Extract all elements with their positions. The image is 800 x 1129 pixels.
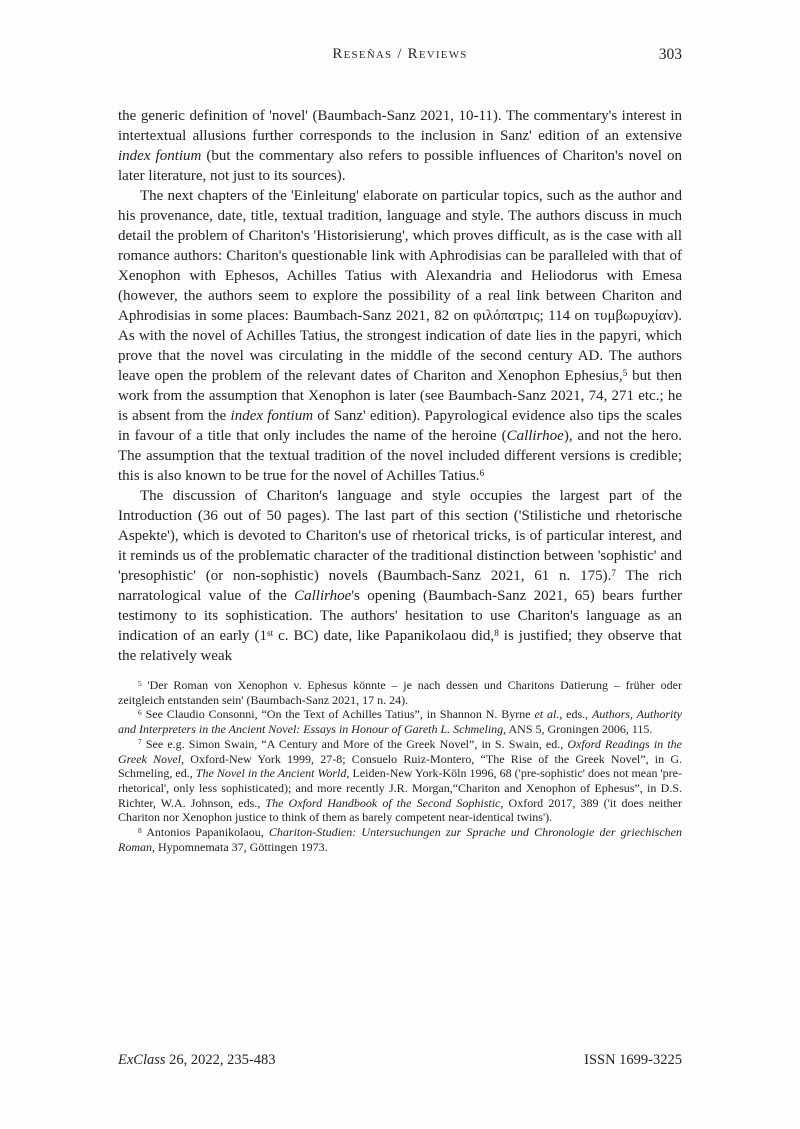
italic-text: Authors, Authority and Interpreters in the Ancient Novel: Essays in Honour of Gareth L. Schmeling xyxy=(118,707,682,737)
running-head xyxy=(118,46,682,66)
text-run: The discussion of Chariton's language and style occupies the largest part of the Introduction (36 out of 50 pages). The last part of this section ('Stilistiche und rhetorische Aspekte'), which is devoted to Chariton's use of rhetorical tricks, is of particular interest, and it reminds us of the problematic character of the traditional distinction between 'sophistic' and 'presophistic' (or non-sophistic) novels (Baumbach-Sanz 2021, 61 n. 175). xyxy=(118,488,682,584)
footnote-marker: 5 xyxy=(622,368,628,379)
italic-text: ExClass xyxy=(118,1052,166,1068)
text-run: The rich narratological value of the xyxy=(118,568,682,604)
body-paragraph-3 xyxy=(118,486,682,666)
italic-text: index fontium xyxy=(230,408,314,424)
body-paragraph-1 xyxy=(118,106,682,186)
italic-text: Callirhoe xyxy=(294,588,352,604)
footnote-marker: 6 xyxy=(138,708,142,718)
italic-text: et al. xyxy=(534,707,560,722)
text-run: 26, 2022, 235-483 xyxy=(165,1052,276,1068)
text-run: ), and not the hero. The assumption that the textual tradition of the novel included different versions is credible; this is also known to be true for the novel of Achilles Tatius. xyxy=(118,428,682,484)
footnote-marker: 8 xyxy=(138,825,142,835)
page-number: 303 xyxy=(658,46,682,63)
running-head-title: Reseñas / Reviews xyxy=(332,46,468,62)
text-run: See e.g. Simon Swain, “A Century and More of the Greek Novel”, in S. Swain, ed., xyxy=(141,736,568,751)
text-run: Antonios Papanikolaou, xyxy=(141,825,269,840)
footnote-marker: 6 xyxy=(479,468,485,479)
footnote-marker: 7 xyxy=(138,737,142,747)
text-run: , ANS 5, Groningen 2006, 115. xyxy=(503,722,653,737)
text-run: but then work from the assumption that Xenophon is later (see Baumbach-Sanz 2021, 74, 271 etc.; he is absent from the xyxy=(118,368,682,424)
text-run: is justified; they observe that the relatively weak xyxy=(118,628,682,664)
text-run: , Oxford 2017, 389 ('it does neither Chariton nor Xenophon justice to think of them as barely competent near-identical twins'). xyxy=(118,795,682,825)
text-run: , Oxford-New York 1999, 27-8; Consuelo Ruiz-Montero, “The Rise of the Greek Novel”, in G. Schmeling, ed., xyxy=(118,751,683,781)
issn-label: ISSN 1699-3225 xyxy=(584,1052,682,1068)
italic-text: index fontium xyxy=(118,148,202,164)
text-run: 's opening (Baumbach-Sanz 2021, 65) bears further testimony to its sophistication. The authors' hesitation to use Chariton's language as an indication of an early (1 xyxy=(118,588,682,644)
review-body xyxy=(118,106,682,666)
italic-text: The Oxford Handbook of the Second Sophistic xyxy=(265,795,501,810)
text-run: 'Der Roman von Xenophon v. Ephesus könnte – je nach dessen und Charitons Datierung – früher oder zeitgleich entstanden sein' (Baumbach-Sanz 2021, 17 n. 24). xyxy=(118,678,682,707)
text-run: (but the commentary also refers to possible influences of Chariton's novel on later literature, not just to its sources). xyxy=(118,148,682,184)
footnote-6 xyxy=(118,707,682,736)
footnote-marker: st xyxy=(266,628,274,639)
footnotes-block xyxy=(118,678,682,854)
italic-text: Chariton-Studien: Untersuchungen zur Sprache und Chronologie der griechischen Roman xyxy=(118,825,682,854)
page-footer xyxy=(118,1052,682,1069)
text-run: of Sanz' edition). Papyrological evidence also tips the scales in favour of a title that only includes the name of the heroine ( xyxy=(118,408,682,444)
italic-text: Oxford Readings in the Greek Novel xyxy=(118,736,682,766)
text-run: See Claudio Consonni, “On the Text of Achilles Tatius”, in Shannon N. Byrne xyxy=(141,707,535,722)
text-run: , Hypomnemata 37, Göttingen 1973. xyxy=(152,839,328,854)
footnote-5 xyxy=(118,678,682,707)
text-run: , Leiden-New York-Köln 1996, 68 ('pre-sophistic' does not mean 'pre-rhetorical', only less sophisticated); and more recently J.R. Morgan,“Chariton and Xenophon of Ephesus”, in D.S. Richter, W.A. Johnson, eds., xyxy=(118,766,682,810)
italic-text: The Novel in the Ancient World xyxy=(195,766,347,781)
italic-text: Callirhoe xyxy=(506,428,564,444)
footnote-7 xyxy=(118,737,682,825)
text-run: c. BC) date, like Papanikolaou did, xyxy=(273,628,495,644)
body-paragraph-2 xyxy=(118,186,682,486)
footnote-marker: 7 xyxy=(611,568,617,579)
text-run: The next chapters of the 'Einleitung' elaborate on particular topics, such as the author and his provenance, date, title, textual tradition, language and style. The authors discuss in much detail the problem of Chariton's 'Historisierung', which proves difficult, as is the case with all romance authors: Chariton's questionable link with Aphrodisias can be paralleled with that of Xenophon with Ephesos, Achilles Tatius with Alexandria and Heliodorus with Emesa (however, the authors seem to explore the possibility of a real link between Chariton and Aphrodisias in some places: Baumbach-Sanz 2021, 82 on φιλόπατρις; 114 on τυμβωρυχίαν). As with the novel of Achilles Tatius, the strongest indication of date lies in the papyri, which prove that the novel was circulating in the middle of the second century AD. The authors leave open the problem of the relevant dates of Chariton and Xenophon Ephesius, xyxy=(118,188,682,384)
text-run: , eds., xyxy=(559,707,593,722)
journal-reference xyxy=(118,1052,276,1069)
footnote-marker: 5 xyxy=(138,678,142,688)
footnote-marker: 8 xyxy=(494,628,499,639)
text-column xyxy=(118,106,682,854)
text-run: the generic definition of 'novel' (Baumbach-Sanz 2021, 10-11). The commentary's interest in intertextual allusions further corresponds to the inclusion in Sanz' edition of an extensive xyxy=(118,108,682,144)
footnote-8 xyxy=(118,825,682,854)
